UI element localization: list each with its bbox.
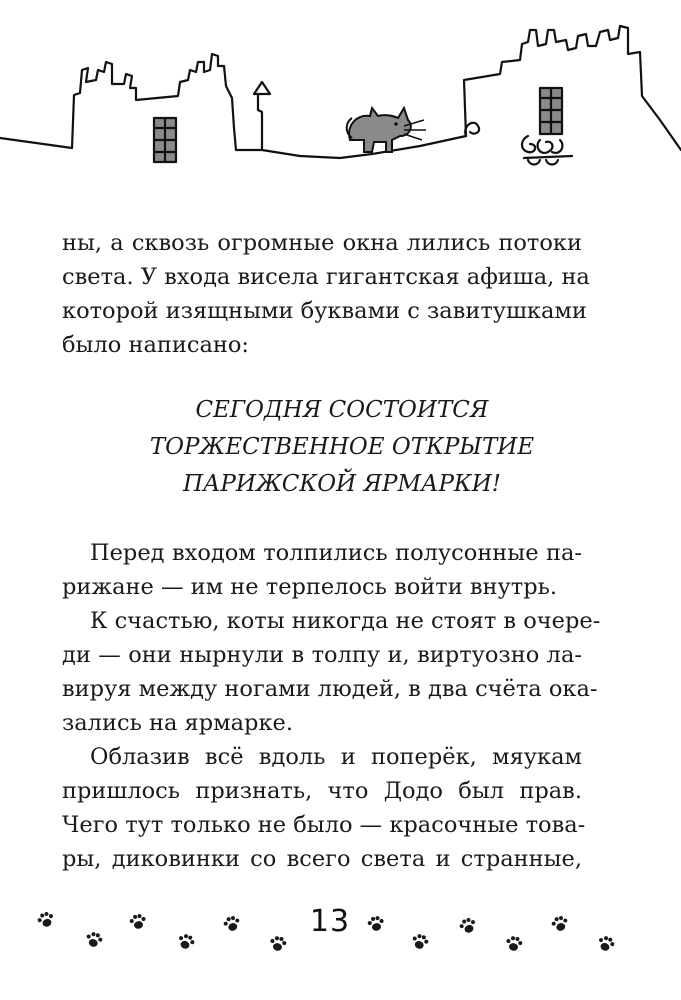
text-line: света. У входа висела гигантская афиша, на [62, 264, 590, 290]
notice-line: СЕГОДНЯ СОСТОИТСЯ [195, 397, 489, 423]
text-line: рижане — им не терпелось войти внутрь. [62, 574, 558, 600]
page-number: 13 [309, 904, 351, 939]
text-line: которой изящными буквами с завитушками [62, 298, 587, 324]
rooftops-cat-illustration [0, 0, 681, 200]
paragraph-continuation [62, 226, 590, 362]
text-line: ди — они нырнули в толпу и, виртуозно ла- [62, 642, 582, 668]
paw-print-icon [126, 910, 149, 933]
text-line: пришлось признать, что Додо был прав. [62, 778, 582, 804]
paw-print-icon [364, 912, 387, 935]
text-line: Перед входом толпились полусонные па- [90, 540, 582, 566]
text-line: вируя между ногами людей, в два счёта ока- [62, 676, 598, 702]
text-line: Чего тут только не было — красочные това- [62, 812, 586, 838]
paragraph [62, 740, 586, 876]
text-line: было написано: [62, 332, 249, 358]
cat-icon [347, 108, 426, 152]
text-line: зались на ярмарке. [62, 710, 293, 736]
notice-line: ПАРИЖСКОЙ ЯРМАРКИ! [182, 471, 502, 497]
paragraph [62, 604, 601, 740]
text-line: ны, а сквозь огромные окна лились потоки [62, 230, 582, 256]
poster-notice [62, 392, 622, 503]
notice-line: ТОРЖЕСТВЕННОЕ ОТКРЫТИЕ [149, 434, 535, 460]
paragraph [62, 536, 582, 604]
text-line: Облазив всё вдоль и поперёк, мяукам [90, 744, 582, 770]
text-line: К счастью, коты никогда не стоят в очере- [90, 608, 601, 634]
paw-print-icon [266, 932, 289, 955]
paw-print-icon [502, 932, 525, 955]
text-line: ры, диковинки со всего света и странные, [62, 846, 582, 872]
